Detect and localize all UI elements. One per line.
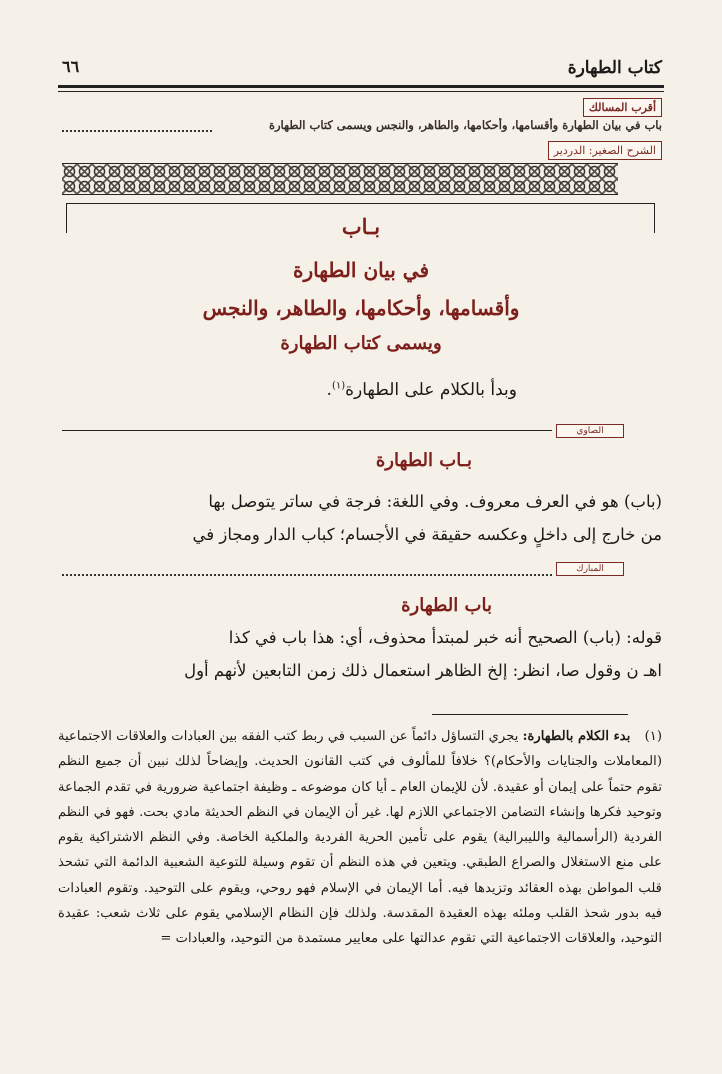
chapter-heading-yusamma: ويسمى كتاب الطهارة [280,333,442,354]
chapter-heading-bab: بـاب [341,214,381,239]
chapter-heading-fi-bayan: في بيان الطهارة [292,258,430,282]
label-mubarak: المبارك [556,562,624,576]
mubarak-paragraph-line-2: اهـ ن وقول صا، انظر: إلخ الظاهر استعمال ذلك زمن التابعين لأنهم أول [184,661,662,680]
footnote-text: يجري التساؤل دائماً عن السبب في ربط كتب الفقه بين العبادات والعلاقات الاجتماعية (المعاملات والجنايات والأحكام)؟ خلافاً للمألوف في كتب القانون الحديث. وإيضاحاً لذلك نبين أن جميع النظم تقوم حتماً على إيمان أو عقيدة. لأن للإيمان العام ـ أيا كان موضوعه ـ وظيفة اجتماعية ضرورية في تقدم الجماعة وتوحيد فكرها وإنشاء التضامن الاجتماعي اللازم لها. غير أن الإيمان في النظم الحديثة مادي بحت. فهو في النظم الفردية (الرأسمالية والليبرالية) يقوم على تأمين الحرية الفردية والملكية الخاصة. وفي النظم الاشتراكية يقوم على منع الاستغلال والصراع الطبقي. ويتعين في هذه النظم أن تقوم وسيلة للتوعية الشعبية الدائمة التي تشحذ قلب المواطن بهذه العقائد وتزيدها فيه. أما الإيمان في الإسلام فهو روحي، ويقوم على التوحيد. وتقوم العبادات فيه بدور شحذ القلب وملئه بهذه العقيدة المقدسة. ولذلك فإن النظام الإسلامي يقوم على ثلاث شعب: عقيدة التوحيد، والعلاقات الاجتماعية التي تقوم عدالتها على معايير مستمدة من التوحيد، والعبادات = [58,729,662,947]
matn-start-line: وبدأ بالكلام على الطهارة$^{(١)}$. [326,380,517,400]
footnote-lead: بدء الكلام بالطهارة: [522,729,631,744]
footnote-rule [432,714,628,715]
section-title-sawi: بـاب الطهارة [375,450,472,471]
sawi-divider-rule [62,430,552,431]
mubarak-paragraph-line-1: قوله: (باب) الصحيح أنه خبر لمبتدأ محذوف، أي: هذا باب في كذا [228,628,662,647]
dotted-leader [62,130,212,132]
label-sawi: الصاوي [556,424,624,438]
section-title-mubarak: باب الطهارة [401,595,492,616]
matn-start-text: وبدأ بالكلام على الطهارة [345,380,517,400]
matn-subtitle-line: باب في بيان الطهارة وأقسامها، وأحكامها، والطاهر، والنجس ويسمى كتاب الطهارة [268,118,662,132]
running-header-title: كتاب الطهارة [567,58,662,78]
mubarak-dotted-divider [62,574,552,576]
footnote [58,724,662,952]
ornamental-band [62,163,618,195]
chapter-heading-aqsam: وأقسامها، وأحكامها، والطاهر، والنجس [202,296,520,320]
sawi-paragraph-line-2: من خارج إلى داخلٍ وعكسه حقيقة في الأجسام؛ كباب الدار ومجاز في [192,525,662,544]
label-aqrab-al-masalik: أقرب المسالك [583,98,662,117]
header-rule-thick [58,85,664,88]
header-rule-thin [58,91,664,92]
heading-frame-top [66,203,655,204]
footnote-number: (١) [644,729,662,744]
page-number: ٦٦ [62,57,80,76]
sawi-paragraph-line-1: (باب) هو في العرف معروف. وفي اللغة: فرجة في ساتر يتوصل بها [208,492,662,511]
label-sharh-saghir: الشرح الصغير: الدردير [548,141,662,160]
footnote-ref: (١) [331,380,346,392]
